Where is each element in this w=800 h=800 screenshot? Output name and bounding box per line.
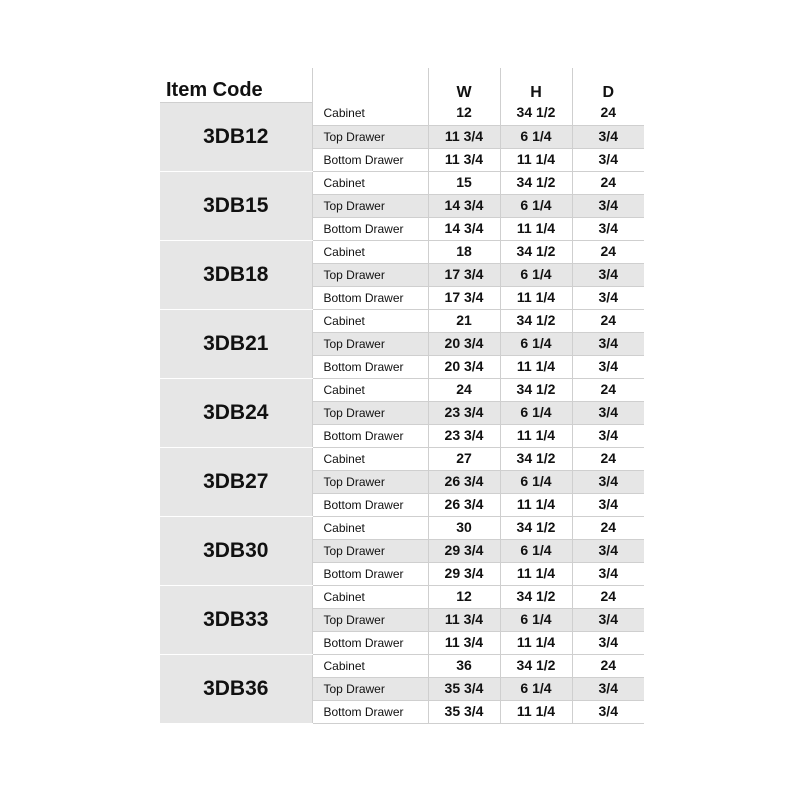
depth-value: 3/4 (572, 562, 644, 585)
item-code: 3DB33 (160, 585, 312, 654)
height-value: 34 1/2 (500, 102, 572, 125)
part-name: Bottom Drawer (312, 493, 428, 516)
depth-value: 3/4 (572, 677, 644, 700)
depth-value: 24 (572, 102, 644, 125)
part-name: Bottom Drawer (312, 424, 428, 447)
width-value: 27 (428, 447, 500, 470)
width-value: 18 (428, 240, 500, 263)
part-header (312, 68, 428, 102)
height-header: H (500, 68, 572, 102)
table-row (160, 516, 644, 539)
dimension-table (160, 68, 644, 724)
depth-value: 24 (572, 654, 644, 677)
width-value: 14 3/4 (428, 217, 500, 240)
width-value: 35 3/4 (428, 700, 500, 723)
depth-value: 3/4 (572, 355, 644, 378)
table-row (160, 102, 644, 125)
height-value: 34 1/2 (500, 654, 572, 677)
width-value: 24 (428, 378, 500, 401)
width-value: 17 3/4 (428, 286, 500, 309)
width-value: 12 (428, 585, 500, 608)
item-code: 3DB21 (160, 309, 312, 378)
height-value: 11 1/4 (500, 631, 572, 654)
height-value: 34 1/2 (500, 171, 572, 194)
width-value: 11 3/4 (428, 631, 500, 654)
height-value: 34 1/2 (500, 516, 572, 539)
part-name: Bottom Drawer (312, 217, 428, 240)
height-value: 34 1/2 (500, 240, 572, 263)
width-value: 20 3/4 (428, 355, 500, 378)
depth-value: 3/4 (572, 424, 644, 447)
width-value: 12 (428, 102, 500, 125)
depth-value: 24 (572, 240, 644, 263)
depth-value: 3/4 (572, 401, 644, 424)
width-value: 14 3/4 (428, 194, 500, 217)
part-name: Cabinet (312, 240, 428, 263)
depth-value: 3/4 (572, 631, 644, 654)
part-name: Top Drawer (312, 539, 428, 562)
depth-value: 3/4 (572, 217, 644, 240)
width-header: W (428, 68, 500, 102)
height-value: 6 1/4 (500, 194, 572, 217)
width-value: 15 (428, 171, 500, 194)
depth-value: 3/4 (572, 700, 644, 723)
part-name: Cabinet (312, 585, 428, 608)
depth-value: 24 (572, 171, 644, 194)
height-value: 6 1/4 (500, 401, 572, 424)
width-value: 35 3/4 (428, 677, 500, 700)
table-row (160, 309, 644, 332)
part-name: Cabinet (312, 516, 428, 539)
width-value: 23 3/4 (428, 424, 500, 447)
height-value: 11 1/4 (500, 493, 572, 516)
depth-value: 3/4 (572, 470, 644, 493)
item-code: 3DB30 (160, 516, 312, 585)
width-value: 20 3/4 (428, 332, 500, 355)
width-value: 36 (428, 654, 500, 677)
item-code: 3DB12 (160, 102, 312, 171)
width-value: 29 3/4 (428, 562, 500, 585)
part-name: Cabinet (312, 309, 428, 332)
part-name: Top Drawer (312, 194, 428, 217)
depth-header: D (572, 68, 644, 102)
height-value: 11 1/4 (500, 700, 572, 723)
width-value: 11 3/4 (428, 608, 500, 631)
depth-value: 24 (572, 447, 644, 470)
height-value: 11 1/4 (500, 148, 572, 171)
width-value: 29 3/4 (428, 539, 500, 562)
part-name: Bottom Drawer (312, 700, 428, 723)
height-value: 11 1/4 (500, 217, 572, 240)
item-code: 3DB15 (160, 171, 312, 240)
part-name: Top Drawer (312, 125, 428, 148)
table-row (160, 654, 644, 677)
depth-value: 3/4 (572, 125, 644, 148)
part-name: Top Drawer (312, 608, 428, 631)
table-row (160, 447, 644, 470)
depth-value: 3/4 (572, 148, 644, 171)
part-name: Top Drawer (312, 470, 428, 493)
part-name: Top Drawer (312, 332, 428, 355)
table-row (160, 171, 644, 194)
part-name: Cabinet (312, 378, 428, 401)
width-value: 26 3/4 (428, 493, 500, 516)
width-value: 11 3/4 (428, 125, 500, 148)
height-value: 11 1/4 (500, 355, 572, 378)
table-row (160, 585, 644, 608)
part-name: Top Drawer (312, 263, 428, 286)
depth-value: 3/4 (572, 608, 644, 631)
height-value: 34 1/2 (500, 585, 572, 608)
item-code: 3DB24 (160, 378, 312, 447)
height-value: 6 1/4 (500, 125, 572, 148)
part-name: Top Drawer (312, 401, 428, 424)
table-row (160, 240, 644, 263)
height-value: 11 1/4 (500, 562, 572, 585)
height-value: 6 1/4 (500, 332, 572, 355)
depth-value: 24 (572, 309, 644, 332)
width-value: 17 3/4 (428, 263, 500, 286)
height-value: 11 1/4 (500, 286, 572, 309)
width-value: 21 (428, 309, 500, 332)
part-name: Bottom Drawer (312, 631, 428, 654)
height-value: 6 1/4 (500, 263, 572, 286)
header-row (160, 68, 644, 102)
part-name: Top Drawer (312, 677, 428, 700)
depth-value: 3/4 (572, 194, 644, 217)
width-value: 23 3/4 (428, 401, 500, 424)
table-body (160, 102, 644, 723)
width-value: 30 (428, 516, 500, 539)
part-name: Cabinet (312, 171, 428, 194)
part-name: Cabinet (312, 654, 428, 677)
height-value: 34 1/2 (500, 378, 572, 401)
height-value: 6 1/4 (500, 539, 572, 562)
part-name: Bottom Drawer (312, 148, 428, 171)
part-name: Cabinet (312, 447, 428, 470)
table-row (160, 378, 644, 401)
width-value: 26 3/4 (428, 470, 500, 493)
height-value: 34 1/2 (500, 447, 572, 470)
part-name: Bottom Drawer (312, 286, 428, 309)
part-name: Bottom Drawer (312, 562, 428, 585)
depth-value: 24 (572, 516, 644, 539)
depth-value: 3/4 (572, 263, 644, 286)
part-name: Cabinet (312, 102, 428, 125)
depth-value: 3/4 (572, 286, 644, 309)
depth-value: 3/4 (572, 493, 644, 516)
item-code: 3DB27 (160, 447, 312, 516)
height-value: 11 1/4 (500, 424, 572, 447)
part-name: Bottom Drawer (312, 355, 428, 378)
depth-value: 3/4 (572, 332, 644, 355)
depth-value: 24 (572, 378, 644, 401)
item-code: 3DB18 (160, 240, 312, 309)
height-value: 6 1/4 (500, 677, 572, 700)
depth-value: 24 (572, 585, 644, 608)
height-value: 6 1/4 (500, 608, 572, 631)
width-value: 11 3/4 (428, 148, 500, 171)
height-value: 6 1/4 (500, 470, 572, 493)
depth-value: 3/4 (572, 539, 644, 562)
item-code-header: Item Code (160, 68, 312, 102)
item-code: 3DB36 (160, 654, 312, 723)
height-value: 34 1/2 (500, 309, 572, 332)
